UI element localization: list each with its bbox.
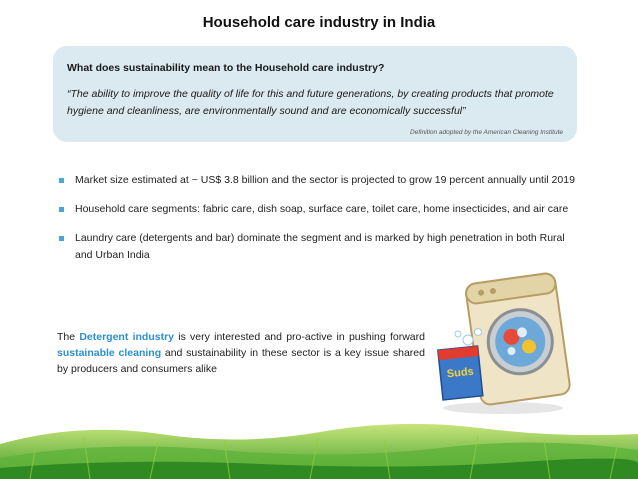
- washing-machine-illustration: [428, 270, 578, 420]
- paragraph-text: is very interested and pro-active in pushing forward: [174, 331, 425, 343]
- definition-callout: [53, 46, 577, 142]
- callout-question: What does sustainability mean to the Household care industry?: [67, 62, 385, 74]
- bullet-marker-icon: [59, 178, 64, 183]
- paragraph-text: The: [57, 331, 80, 343]
- detergent-box-label: Suds: [446, 365, 475, 381]
- callout-source: Definition adopted by the American Cleaning Institute: [410, 129, 563, 136]
- bullet-text: Laundry care (detergents and bar) dominate the segment and is marked by high penetration in both Rural and Urban India: [75, 232, 565, 261]
- bullet-marker-icon: [59, 207, 64, 212]
- detergent-paragraph: [57, 329, 425, 377]
- bullet-text: Market size estimated at ~ US$ 3.8 billion and the sector is projected to grow 19 percent annually until 2019: [75, 174, 575, 186]
- bullet-marker-icon: [59, 236, 64, 241]
- bullet-item: [57, 172, 577, 189]
- bullet-item: [57, 201, 577, 218]
- bullet-list: [57, 172, 577, 276]
- bullet-text: Household care segments: fabric care, dish soap, surface care, toilet care, home insecticides, and air care: [75, 203, 569, 215]
- bullet-item: [57, 230, 577, 264]
- highlight-sustainable-cleaning: sustainable cleaning: [57, 347, 162, 359]
- grass-footer-decoration: [0, 404, 638, 479]
- paragraph-text: and sustainability in these sector is a key issue shared by producers and consumers alike: [57, 347, 425, 375]
- page-title: Household care industry in India: [202, 14, 436, 31]
- callout-quote: “The ability to improve the quality of life for this and future generations, by creating products that promote hygiene and cleanliness, are environmentally sound and are economically successful”: [67, 88, 554, 117]
- highlight-detergent-industry: Detergent industry: [79, 331, 174, 343]
